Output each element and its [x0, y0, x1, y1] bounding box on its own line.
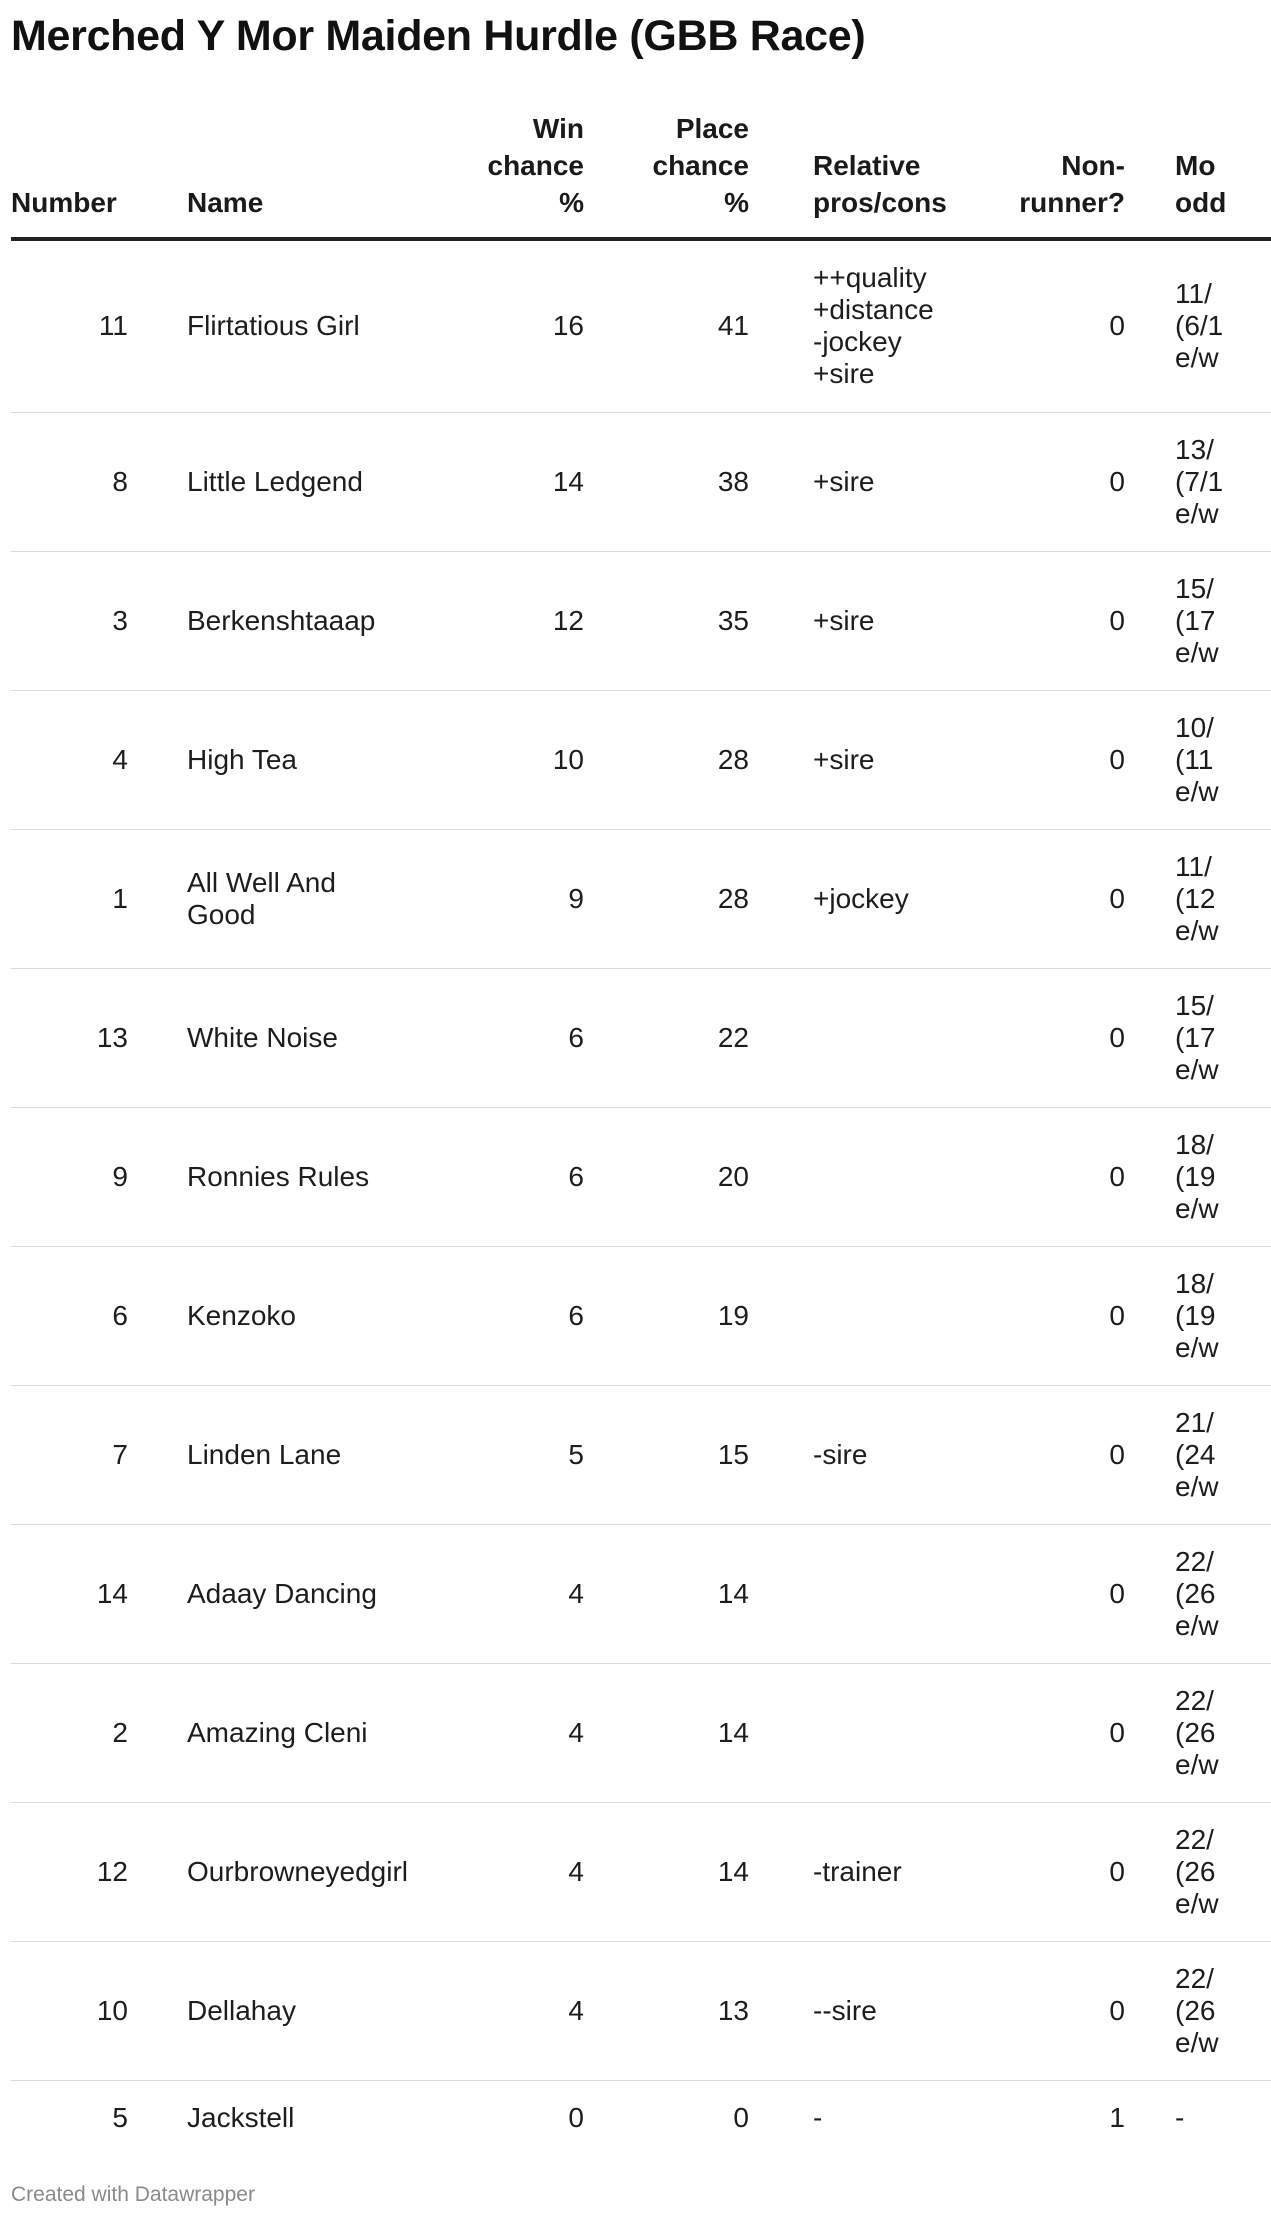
cell-win-chance: 5	[454, 1385, 584, 1524]
cell-place-chance: 14	[584, 1663, 749, 1802]
table-row	[11, 1663, 1271, 1802]
cell-non-runner: 0	[1000, 690, 1125, 829]
table-body	[11, 239, 1271, 2156]
cell-pros-cons	[813, 1524, 1000, 1663]
cell-non-runner: 0	[1000, 239, 1125, 412]
table-row	[11, 2080, 1271, 2156]
cell-odds: 11/ (12 e/w	[1125, 829, 1271, 968]
cell-spacer	[749, 239, 813, 412]
table-row	[11, 239, 1271, 412]
header-pros-cons[interactable]: Relative pros/cons	[813, 110, 1000, 239]
cell-name: Adaay Dancing	[187, 1524, 454, 1663]
cell-spacer	[749, 1385, 813, 1524]
table-row	[11, 968, 1271, 1107]
cell-place-chance: 0	[733, 2102, 749, 2134]
cell-non-runner: 0	[1000, 968, 1125, 1107]
cell-number: 6	[11, 1246, 128, 1385]
cell-spacer	[128, 2080, 187, 2156]
cell-win-chance: 4	[454, 1663, 584, 1802]
cell-non-runner: 0	[1000, 1107, 1125, 1246]
cell-number: 10	[11, 1941, 128, 2080]
cell-pros-cons: -	[813, 2102, 823, 2134]
cell-spacer	[128, 412, 187, 551]
cell-non-runner: 0	[1000, 1385, 1125, 1524]
cell-win-chance: 6	[454, 968, 584, 1107]
cell-pros-cons: +sire	[813, 690, 1000, 829]
cell-number: 11	[11, 239, 128, 412]
cell-win-chance: 16	[454, 239, 584, 412]
cell-spacer	[749, 2080, 813, 2156]
cell-pros-cons: +jockey	[813, 829, 1000, 968]
cell-number: 8	[11, 412, 128, 551]
cell-place-chance: 38	[584, 412, 749, 551]
cell-spacer	[749, 1941, 813, 2080]
cell-pros-cons: +sire	[813, 412, 1000, 551]
table-row	[11, 1107, 1271, 1246]
cell-spacer	[128, 1941, 187, 2080]
header-place-chance[interactable]: Place chance %	[584, 110, 749, 239]
cell-spacer	[128, 968, 187, 1107]
table-row	[11, 1385, 1271, 1524]
cell-pros-cons: ++quality +distance -jockey +sire	[813, 239, 1000, 412]
table-header-row	[11, 110, 1271, 239]
cell-spacer	[749, 690, 813, 829]
cell-name: Ronnies Rules	[187, 1107, 454, 1246]
table-row	[11, 412, 1271, 551]
cell-spacer	[128, 1107, 187, 1246]
cell-spacer	[749, 551, 813, 690]
cell-non-runner: 1	[1109, 2102, 1125, 2134]
table-row	[11, 829, 1271, 968]
cell-pros-cons	[813, 1663, 1000, 1802]
header-non-runner[interactable]: Non- runner?	[1000, 110, 1125, 239]
cell-spacer	[128, 1246, 187, 1385]
table-row	[11, 690, 1271, 829]
cell-win-chance: 9	[454, 829, 584, 968]
cell-name: Ourbrowneyedgirl	[187, 1802, 454, 1941]
cell-win-chance: 4	[454, 1941, 584, 2080]
cell-spacer	[128, 690, 187, 829]
cell-pros-cons: --sire	[813, 1941, 1000, 2080]
cell-pros-cons: -trainer	[813, 1802, 1000, 1941]
cell-win-chance: 4	[454, 1524, 584, 1663]
header-odds[interactable]: Mo odd	[1125, 110, 1271, 239]
cell-spacer	[749, 1246, 813, 1385]
cell-non-runner: 0	[1000, 1524, 1125, 1663]
cell-spacer	[749, 968, 813, 1107]
cell-place-chance: 35	[584, 551, 749, 690]
cell-place-chance: 28	[584, 690, 749, 829]
cell-odds: 21/ (24 e/w	[1125, 1385, 1271, 1524]
cell-name: Jackstell	[187, 2102, 295, 2134]
cell-number: 7	[11, 1385, 128, 1524]
cell-number: 13	[11, 968, 128, 1107]
cell-name: All Well And Good	[187, 829, 454, 968]
cell-odds: 22/ (26 e/w	[1125, 1941, 1271, 2080]
footer-credit[interactable]: Created with Datawrapper	[11, 2183, 255, 2206]
cell-place-chance: 15	[584, 1385, 749, 1524]
cell-name: Kenzoko	[187, 1246, 454, 1385]
cell-number: 1	[11, 829, 128, 968]
race-table	[11, 110, 1271, 2156]
cell-number: 12	[11, 1802, 128, 1941]
table-row	[11, 1941, 1271, 2080]
cell-odds: 15/ (17 e/w	[1125, 968, 1271, 1107]
cell-name: White Noise	[187, 968, 454, 1107]
cell-odds: 18/ (19 e/w	[1125, 1246, 1271, 1385]
cell-non-runner: 0	[1000, 1941, 1125, 2080]
cell-odds: 10/ (11 e/w	[1125, 690, 1271, 829]
cell-win-chance: 12	[454, 551, 584, 690]
cell-win-chance: 0	[568, 2102, 584, 2134]
cell-number: 3	[11, 551, 128, 690]
cell-name: Dellahay	[187, 1941, 454, 2080]
cell-pros-cons: +sire	[813, 551, 1000, 690]
cell-spacer	[749, 1663, 813, 1802]
header-number[interactable]: Number	[11, 110, 128, 239]
table-row	[11, 1524, 1271, 1663]
cell-place-chance: 41	[584, 239, 749, 412]
cell-win-chance: 14	[454, 412, 584, 551]
cell-spacer	[128, 1802, 187, 1941]
cell-non-runner: 0	[1000, 412, 1125, 551]
cell-spacer	[749, 829, 813, 968]
header-name[interactable]: Name	[187, 110, 454, 239]
cell-number: 4	[11, 690, 128, 829]
cell-number: 9	[11, 1107, 128, 1246]
cell-place-chance: 22	[584, 968, 749, 1107]
cell-spacer	[749, 1107, 813, 1246]
cell-spacer	[128, 1663, 187, 1802]
cell-non-runner: 0	[1000, 829, 1125, 968]
cell-place-chance: 14	[584, 1524, 749, 1663]
cell-odds: -	[1175, 2102, 1185, 2134]
cell-place-chance: 19	[584, 1246, 749, 1385]
cell-place-chance: 14	[584, 1802, 749, 1941]
cell-win-chance: 6	[454, 1246, 584, 1385]
cell-spacer	[128, 1524, 187, 1663]
race-table-container[interactable]	[11, 110, 1227, 2156]
cell-odds: 11/ (6/1 e/w	[1125, 239, 1271, 412]
cell-name: Flirtatious Girl	[187, 239, 454, 412]
table-row	[11, 551, 1271, 690]
cell-place-chance: 20	[584, 1107, 749, 1246]
cell-name: Amazing Cleni	[187, 1663, 454, 1802]
cell-spacer	[128, 829, 187, 968]
cell-non-runner: 0	[1000, 1663, 1125, 1802]
cell-number: 2	[11, 1663, 128, 1802]
cell-pros-cons	[813, 1107, 1000, 1246]
cell-win-chance: 6	[454, 1107, 584, 1246]
cell-odds: 22/ (26 e/w	[1125, 1663, 1271, 1802]
cell-pros-cons	[813, 1246, 1000, 1385]
cell-spacer	[749, 1802, 813, 1941]
cell-place-chance: 28	[584, 829, 749, 968]
cell-non-runner: 0	[1000, 551, 1125, 690]
cell-spacer	[128, 239, 187, 412]
cell-spacer	[128, 551, 187, 690]
table-row	[11, 1802, 1271, 1941]
cell-name: High Tea	[187, 690, 454, 829]
cell-number: 5	[112, 2102, 128, 2134]
cell-odds: 13/ (7/1 e/w	[1125, 412, 1271, 551]
cell-odds: 22/ (26 e/w	[1125, 1524, 1271, 1663]
cell-name: Linden Lane	[187, 1385, 454, 1524]
cell-win-chance: 4	[454, 1802, 584, 1941]
cell-pros-cons	[813, 968, 1000, 1107]
cell-number: 14	[11, 1524, 128, 1663]
cell-name: Berkenshtaaap	[187, 551, 454, 690]
cell-name: Little Ledgend	[187, 412, 454, 551]
cell-odds: 22/ (26 e/w	[1125, 1802, 1271, 1941]
cell-odds: 15/ (17 e/w	[1125, 551, 1271, 690]
cell-spacer	[749, 1524, 813, 1663]
cell-non-runner: 0	[1000, 1246, 1125, 1385]
cell-spacer	[749, 412, 813, 551]
cell-non-runner: 0	[1000, 1802, 1125, 1941]
cell-pros-cons: -sire	[813, 1385, 1000, 1524]
page-title: Merched Y Mor Maiden Hurdle (GBB Race)	[11, 12, 866, 60]
header-win-chance[interactable]: Win chance %	[454, 110, 584, 239]
cell-place-chance: 13	[584, 1941, 749, 2080]
cell-win-chance: 10	[454, 690, 584, 829]
table-row	[11, 1246, 1271, 1385]
cell-odds: 18/ (19 e/w	[1125, 1107, 1271, 1246]
cell-spacer	[128, 1385, 187, 1524]
